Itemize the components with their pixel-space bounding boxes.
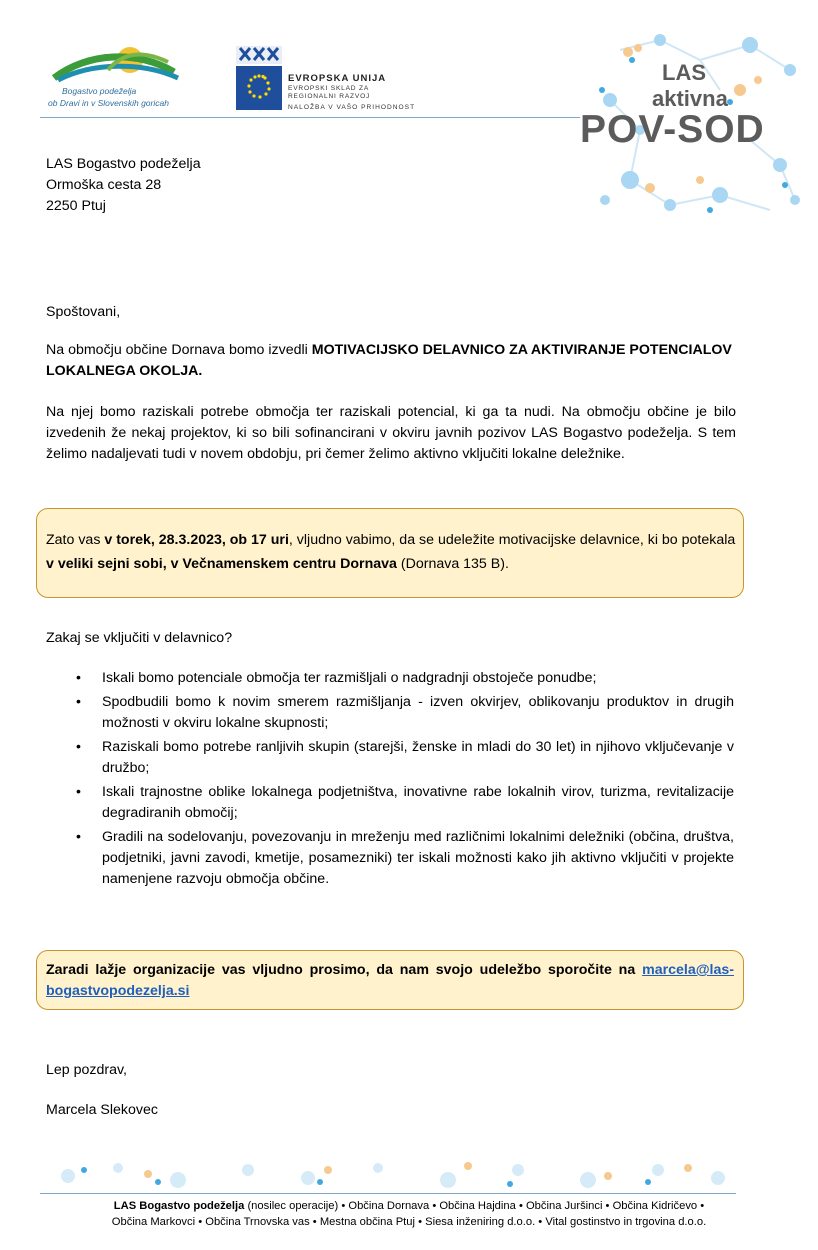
las-logo-line1: Bogastvo podeželja xyxy=(62,86,137,96)
closing: Lep pozdrav, xyxy=(46,1062,127,1078)
email-link[interactable]: marcela@las-bogastvopodezelja.si xyxy=(46,962,734,999)
las-logo-graphic xyxy=(48,42,188,86)
address-line2: Ormoška cesta 28 xyxy=(46,177,162,193)
greeting: Spoštovani, xyxy=(46,304,121,320)
reasons-list xyxy=(46,668,734,893)
bullet-icon: • xyxy=(76,694,81,710)
badge-las: LAS xyxy=(662,60,706,85)
bullet-icon: • xyxy=(76,670,81,686)
footer-decoration xyxy=(48,1156,738,1192)
rsvp-text: Zaradi lažje organizacije vas vljudno prosimo, da nam svojo udeležbo sporočite na marcela@las-bogastvopodezelja.si xyxy=(46,962,734,999)
address-line3: 2250 Ptuj xyxy=(46,198,106,214)
footer-dots-graphic xyxy=(48,1156,738,1192)
bullet-icon: • xyxy=(76,739,81,755)
intro-paragraph xyxy=(46,340,736,382)
eu-sub3: NALOŽBA V VAŠO PRIHODNOST xyxy=(288,104,416,111)
header-rule xyxy=(40,117,580,118)
list-item: • Raziskali bomo potrebe ranljivih skupin (starejši, ženske in mladi do 30 let) in njihovo vključevanje v družbo; xyxy=(76,739,734,776)
badge-povsod: POV-SOD xyxy=(580,108,765,151)
invitation-venue: v veliki sejni sobi, v Večnamenskem centru Dornava xyxy=(46,556,397,572)
footer-line1: LAS Bogastvo podeželja (nosilec operacije) • Občina Dornava • Občina Hajdina • Občina Juršinci • Občina Kidričevo • xyxy=(113,1200,705,1212)
list-item: • Spodbudili bomo k novim smerem razmišljanja - izven okvirjev, oblikovanju produktov in drugih možnosti v okviru lokalne skupnosti; xyxy=(76,694,734,731)
bullet-icon: • xyxy=(76,784,81,800)
why-heading: Zakaj se vključiti v delavnico? xyxy=(46,630,233,646)
list-item: • Iskali trajnostne oblike lokalnega podjetništva, inovativne rabe lokalnih virov, turizma, revitalizacije degradiranih območij; xyxy=(76,784,734,821)
list-item: • Iskali bomo potenciale območja ter razmišljali o nadgradnji obstoječe ponudbe; xyxy=(46,668,734,689)
address-block xyxy=(46,154,201,217)
footer-text xyxy=(20,1198,798,1230)
description-paragraph: Na njej bomo raziskali potrebe območja ter raziskali potencial, ki ga ta nudi. Na območju občine je bilo izvedenih že nekaj projektov, ki so bili sofinancirani v okviru javnih pozivov LAS Bogastvo podeželja. S tem želimo nadaljevati tudi v novem obdobju, pri čemer želimo aktivno vključiti lokalne deležnike. xyxy=(46,404,736,462)
bullet-icon: • xyxy=(76,829,81,845)
eu-sub1: EVROPSKI SKLAD ZA xyxy=(288,85,370,92)
intro-text: Na območju občine Dornava bomo izvedli xyxy=(46,342,312,358)
eu-sub2: REGIONALNI RAZVOJ xyxy=(288,93,371,100)
eu-logo xyxy=(236,46,436,116)
invitation-text: Zato vas v torek, 28.3.2023, ob 17 uri, vljudno vabimo, da se udeležite motivacijske delavnice, ki bo potekala v veliki sejni sobi, v Večnamenskem centru Dornava (Dornava 135 B). xyxy=(46,532,736,572)
eu-flag-icon xyxy=(236,46,282,110)
las-logo xyxy=(48,42,188,114)
list-item: • Gradili na sodelovanju, povezovanju in mreženju med različnimi lokalnimi deležniki (občina, društva, podjetniki, javni zavodi, kmetije, posamezniki) ter iskali možnosti kako jih aktivno vključiti v projekte namenjene razvoju območja občine. xyxy=(76,829,734,887)
invitation-date: v torek, 28.3.2023, ob 17 uri xyxy=(104,532,289,548)
las-aktivna-badge xyxy=(580,20,810,220)
las-logo-line2: ob Dravi in v Slovenskih goricah xyxy=(48,98,169,108)
workshop-title: MOTIVACIJSKO DELAVNICO ZA AKTIVIRANJE POTENCIALOV LOKALNEGA OKOLJA. xyxy=(46,342,732,379)
footer-rule xyxy=(40,1193,736,1194)
address-line1: LAS Bogastvo podeželja xyxy=(46,156,201,172)
eu-title: EVROPSKA UNIJA xyxy=(288,73,387,84)
footer-line2: Občina Markovci • Občina Trnovska vas • Mestna občina Ptuj • Siesa inženiring d.o.o. • Vital gostinstvo in trgovina d.o.o. xyxy=(111,1216,707,1228)
signature: Marcela Slekovec xyxy=(46,1102,158,1118)
badge-aktivna: aktivna xyxy=(652,86,728,111)
